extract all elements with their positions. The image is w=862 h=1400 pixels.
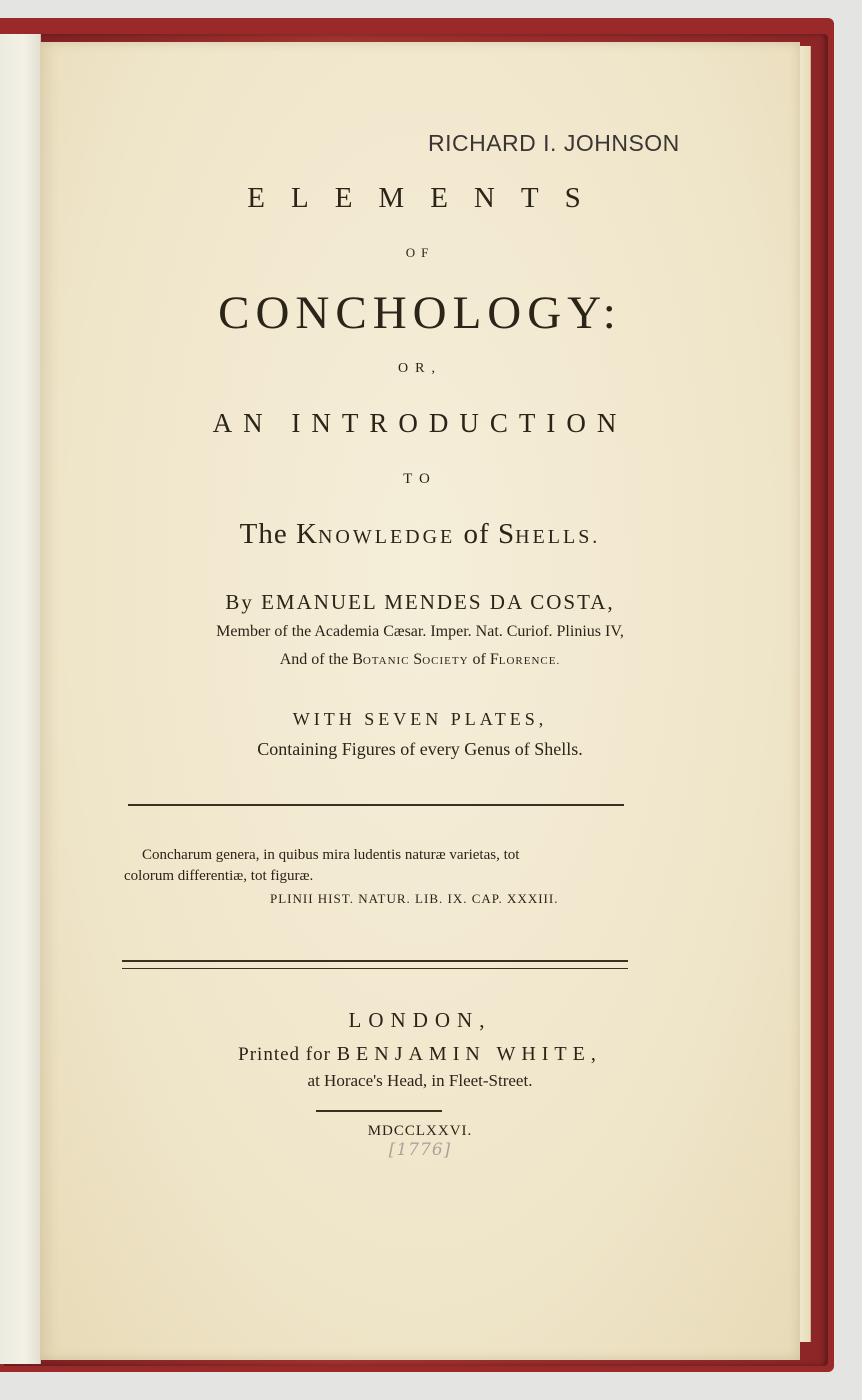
imprint-date: MDCCLXXVI.: [367, 1123, 473, 1139]
printer-name: BENJAMIN WHITE,: [336, 1043, 602, 1065]
society-text: OCIETY: [422, 655, 469, 667]
imprint-address: at Horace's Head, in Fleet-Street.: [307, 1071, 533, 1090]
plates-description: Containing Figures of every Genus of Shells.: [257, 739, 583, 759]
imprint-printer-line: [40, 1044, 800, 1064]
and-of-text: And of the: [279, 651, 353, 668]
imprint-city: LONDON,: [348, 1008, 492, 1032]
pencil-annotation: [1776]: [388, 1140, 452, 1160]
author-botanic-society: [40, 652, 800, 668]
divider-rule-double-lower: [122, 968, 628, 969]
motto-source: PLINII HIST. NATUR. LIB. IX. CAP. XXXIII.: [270, 891, 559, 906]
plates-line: WITH SEVEN PLATES,: [292, 709, 548, 729]
title-to: TO: [403, 471, 437, 487]
motto-line-1: Concharum genera, in quibus mira ludentis naturæ varietas, tot: [142, 847, 520, 863]
author-membership: Member of the Academia Cæsar. Imper. Nat. Curiof. Plinius IV,: [216, 623, 624, 640]
knowledge-nowledge: NOWLEDGE: [317, 526, 456, 548]
florence-initial: F: [489, 651, 499, 668]
botanic-initial: B: [352, 651, 363, 668]
title-knowledge-of-shells: [40, 520, 800, 549]
title-conchology: CONCHOLOGY:: [218, 287, 622, 339]
divider-rule-short: [316, 1110, 442, 1112]
society-initial: S: [413, 651, 423, 668]
owner-stamp: RICHARD I. JOHNSON: [428, 130, 680, 156]
divider-rule-top: [128, 804, 624, 806]
knowledge-k: K: [296, 518, 318, 550]
title-page: [40, 42, 800, 1360]
knowledge-of: of: [455, 518, 498, 550]
motto-line-2: colorum differentiæ, tot figuræ.: [124, 868, 314, 884]
title-elements: ELEMENTS: [247, 182, 607, 214]
title-or: OR,: [398, 361, 442, 376]
botanic-text: OTANIC: [362, 655, 414, 667]
of-text: of: [468, 651, 490, 668]
knowledge-the: The: [239, 518, 297, 550]
knowledge-s: S: [497, 518, 516, 550]
author-line: By EMANUEL MENDES DA COSTA,: [225, 590, 615, 614]
divider-rule-double-upper: [122, 960, 628, 962]
title-introduction: AN INTRODUCTION: [212, 408, 628, 438]
facing-page-edge: [0, 34, 41, 1364]
knowledge-hells: HELLS.: [515, 526, 601, 548]
florence-text: LORENCE.: [498, 655, 561, 667]
printed-for-text: Printed for: [238, 1044, 337, 1065]
title-of: OF: [405, 245, 435, 260]
